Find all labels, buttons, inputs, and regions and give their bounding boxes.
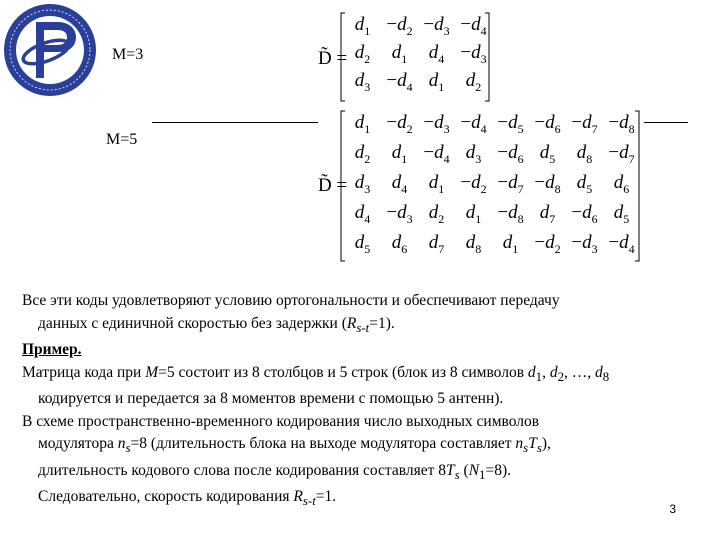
page-number: 3	[669, 502, 676, 516]
subscript: s	[125, 440, 131, 456]
symbol-R: R	[293, 488, 303, 506]
m5-cell-r5-c5: $d_1$	[502, 232, 519, 256]
symbol-T: T	[446, 461, 455, 479]
symbol-n: n	[117, 435, 126, 453]
m5-cell-r2-c1: $d_2$	[354, 142, 371, 166]
paragraph-4-line-1	[22, 411, 702, 434]
m5-cell-r5-c3: $d_7$	[428, 232, 445, 256]
symbol-d: d	[549, 363, 558, 381]
subscript: s-t	[302, 493, 316, 509]
m5-cell-r1-c7: $-d_7$	[571, 112, 598, 136]
m5-cell-r3-c7: $d_5$	[576, 172, 593, 196]
paragraph-4-line-3	[22, 460, 702, 487]
m3-cell-r2-c3: $d_4$	[428, 42, 445, 66]
m5-cell-r4-c3: $d_2$	[428, 202, 445, 226]
m5-cell-r1-c2: $-d_2$	[386, 112, 413, 136]
m5-cell-r3-c3: $d_1$	[428, 172, 445, 196]
paragraph-1-line-1: Все эти коды удовлетворяют условию ортогональности и обеспечивают передачу	[22, 292, 560, 309]
text-run: длительность кодового слова после кодирования составляет 8	[38, 461, 446, 479]
m3-cell-r2-c2: $d_1$	[391, 42, 408, 66]
separator-line-right	[644, 122, 688, 123]
m5-matrix-symbol: D̃ =	[318, 175, 348, 196]
m3-cell-r2-c1: $d_2$	[354, 42, 371, 66]
m5-cell-r3-c5: $-d_7$	[497, 172, 524, 196]
subscript: 8	[602, 368, 610, 384]
subscript: s-t	[356, 319, 370, 335]
paragraph-4-line-2	[22, 433, 702, 460]
m3-cell-r3-c4: $d_2$	[465, 70, 482, 94]
text-run: модулятора	[38, 435, 118, 453]
symbol-n: n	[515, 435, 524, 453]
paragraph-4-line-4	[22, 486, 702, 513]
m3-cell-r3-c3: $d_1$	[428, 70, 445, 94]
subscript: s	[523, 440, 529, 456]
m5-cell-r3-c6: $-d_8$	[534, 172, 561, 196]
m5-cell-r2-c7: $d_8$	[576, 142, 593, 166]
university-logo	[2, 2, 98, 98]
text-run: Следовательно, скорость кодирования	[38, 488, 294, 506]
paragraph-3-line-2	[22, 388, 702, 411]
m3-cell-r1-c1: $d_1$	[354, 14, 371, 38]
text-run: =1.	[315, 488, 337, 506]
m5-cell-r2-c6: $d_5$	[539, 142, 556, 166]
m5-cell-r4-c4: $d_1$	[465, 202, 482, 226]
paragraph-1-line-2	[22, 313, 702, 340]
m5-cell-r4-c6: $d_7$	[539, 202, 556, 226]
text-run: ),	[541, 435, 551, 453]
m5-cell-r2-c8: $-d_7$	[608, 142, 635, 166]
symbol-T: T	[528, 435, 537, 453]
subscript: 1	[479, 466, 486, 482]
text-run: В схеме пространственно-временного кодирования число выходных символов	[22, 412, 540, 430]
m5-cell-r2-c4: $d_3$	[465, 142, 482, 166]
m5-cell-r5-c6: $-d_2$	[534, 232, 561, 256]
m5-cell-r5-c4: $d_8$	[465, 232, 482, 256]
m5-cell-r5-c7: $-d_3$	[571, 232, 598, 256]
m5-cell-r1-c3: $-d_3$	[423, 112, 450, 136]
subscript: 2	[557, 368, 565, 384]
m5-cell-r5-c1: $d_5$	[354, 232, 371, 256]
m5-cell-r2-c2: $d_1$	[391, 142, 408, 166]
m3-cell-r3-c1: $d_3$	[354, 70, 371, 94]
m3-matrix-symbol: D̃ =	[318, 48, 348, 69]
m5-cell-r1-c1: $d_1$	[354, 112, 371, 136]
example-heading-text: Пример.	[22, 341, 82, 359]
m5-cell-r3-c2: $d_4$	[391, 172, 408, 196]
text-run: =8 (длительность блока на выходе модулятора составляет	[130, 435, 516, 453]
m3-cell-r1-c4: $-d_4$	[460, 14, 487, 38]
text-run: кодируется и передается за 8 моментов времени с помощью 5 антенн).	[38, 390, 504, 408]
separator-line-left	[152, 122, 318, 123]
m5-cell-r5-c8: $-d_4$	[608, 232, 635, 256]
text-run: =1).	[369, 314, 395, 332]
text-run: =5 состоит из 8 столбцов и 5 строк (блок из 8 символов	[158, 363, 528, 381]
text-run: (	[459, 461, 469, 479]
m5-cell-r5-c2: $d_6$	[391, 232, 408, 256]
text-run: , …,	[564, 363, 596, 381]
example-heading	[22, 339, 702, 362]
symbol-N: N	[468, 461, 480, 479]
text-run: ,	[542, 363, 550, 381]
m5-label: M=5	[106, 131, 138, 148]
m5-cell-r4-c8: $d_5$	[613, 202, 630, 226]
m3-cell-r1-c2: $-d_2$	[386, 14, 413, 38]
symbol-R: R	[346, 314, 357, 332]
m5-cell-r1-c6: $-d_6$	[534, 112, 561, 136]
m5-cell-r4-c7: $-d_6$	[571, 202, 598, 226]
subscript: s	[536, 440, 542, 456]
m3-cell-r1-c3: $-d_3$	[423, 14, 450, 38]
m3-cell-r3-c2: $-d_4$	[386, 70, 413, 94]
text-run: данных с единичной скоростью без задержки (	[38, 314, 347, 332]
m5-cell-r4-c2: $-d_3$	[386, 202, 413, 226]
m5-cell-r1-c5: $-d_5$	[497, 112, 524, 136]
m5-cell-r2-c3: $-d_4$	[423, 142, 450, 166]
m5-cell-r3-c1: $d_3$	[354, 172, 371, 196]
symbol-M: M	[145, 363, 159, 381]
m5-cell-r1-c4: $-d_4$	[460, 112, 487, 136]
m5-cell-r3-c8: $d_6$	[613, 172, 630, 196]
text-run: =8).	[485, 461, 512, 479]
m5-cell-r4-c5: $-d_8$	[497, 202, 524, 226]
subscript: 1	[535, 368, 543, 384]
m5-cell-r4-c1: $d_4$	[354, 202, 371, 226]
paragraph-3-line-1	[22, 362, 702, 389]
subscript: s	[454, 466, 460, 482]
m3-cell-r2-c4: $-d_3$	[460, 42, 487, 66]
body-text	[22, 290, 702, 513]
text-run: Матрица кода при	[22, 363, 146, 381]
m5-cell-r1-c8: $-d_8$	[608, 112, 635, 136]
paragraph-1	[22, 290, 702, 313]
m3-label: M=3	[112, 46, 144, 63]
m5-cell-r3-c4: $-d_2$	[460, 172, 487, 196]
symbol-d: d	[595, 363, 603, 381]
m5-cell-r2-c5: $-d_6$	[497, 142, 524, 166]
symbol-d: d	[527, 363, 536, 381]
